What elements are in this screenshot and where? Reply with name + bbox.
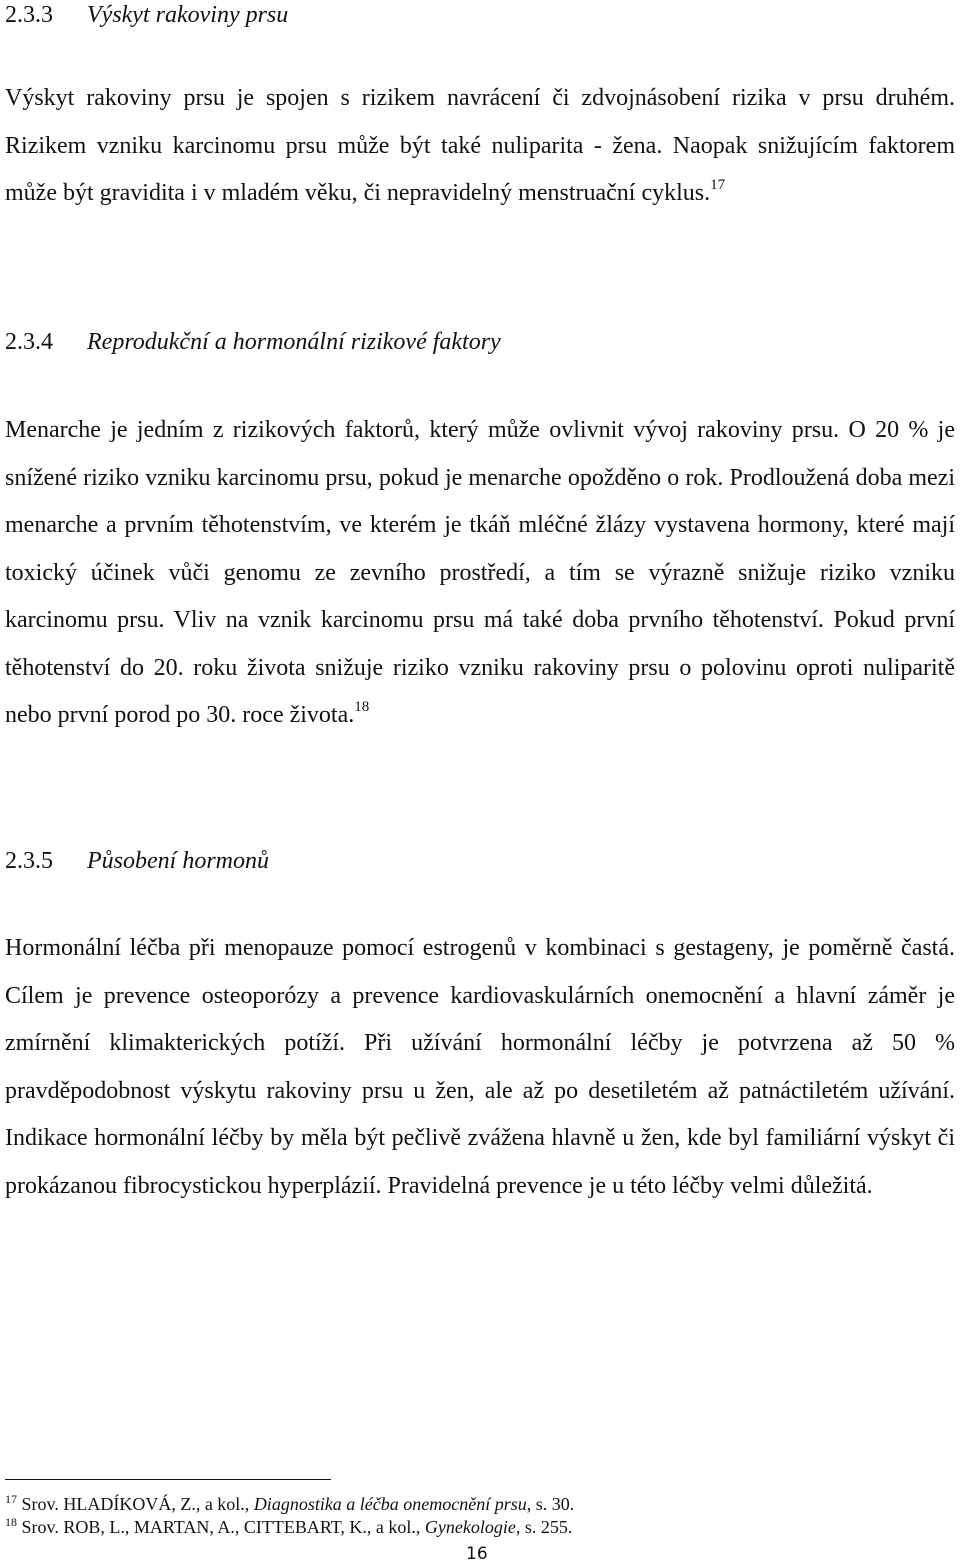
- section-number: 2.3.4: [5, 329, 53, 355]
- footnote-ref-18: 18: [354, 699, 370, 715]
- section-heading-2-3-5: [5, 846, 955, 876]
- footnote-suffix: , s. 255.: [515, 1517, 573, 1537]
- section-heading-2-3-3: [5, 0, 955, 30]
- section-heading-2-3-4: [5, 327, 955, 357]
- section-number: 2.3.5: [5, 848, 53, 874]
- paragraph-vyskyt: [5, 75, 955, 218]
- paragraph-reprodukcni: [5, 407, 955, 740]
- section-title: Působení hormonů: [87, 848, 269, 874]
- section-title: Reprodukční a hormonální rizikové faktory: [87, 329, 501, 355]
- paragraph-text: Hormonální léčba při menopauze pomocí estrogenů v kombinaci s gestageny, je poměrně častá. Cílem je prevence osteoporózy a prevence kardiovaskulárních onemocnění a hlavní záměr je zmírnění klimakterických potíží. Při užívání hormonální léčby je potvrzena až 50 % pravděpodobnost výskytu rakoviny prsu u žen, ale až po desetiletém až patnáctiletém užívání. Indikace hormonální léčby by měla být pečlivě zvážena hlavně u žen, kde byl familiární výskyt či prokázanou fibrocystickou hyperplázií. Pravidelná prevence je u této léčby velmi důležitá.: [5, 935, 955, 1199]
- footnote-17: [5, 1493, 574, 1515]
- footnote-ref-17: 17: [710, 177, 726, 193]
- footnote-work-title: Diagnostika a léčba onemocnění prsu: [253, 1494, 527, 1514]
- section-number: 2.3.3: [5, 2, 53, 28]
- footnote-number: 17: [5, 1492, 17, 1506]
- page-number: 16: [466, 1544, 488, 1564]
- footnote-number: 18: [5, 1515, 17, 1529]
- paragraph-hormony: [5, 925, 955, 1210]
- footnote-18: [5, 1516, 572, 1538]
- footnote-suffix: , s. 30.: [526, 1494, 575, 1514]
- paragraph-text: Výskyt rakoviny prsu je spojen s rizikem navrácení či zdvojnásobení rizika v prsu druhém. Rizikem vzniku karcinomu prsu může být také nuliparita - žena. Naopak snižujícím faktorem může být gravidita i v mladém věku, či nepravidelný menstruační cyklus.: [5, 85, 955, 206]
- paragraph-text: Menarche je jedním z rizikových faktorů, který může ovlivnit vývoj rakoviny prsu. O 20 % je snížené riziko vzniku karcinomu prsu, pokud je menarche opožděno o rok. Prodloužená doba mezi menarche a prvním těhotenstvím, ve kterém je tkáň mléčné žlázy vystavena hormony, které mají toxický účinek vůči genomu ze zevního prostředí, a tím se výrazně snižuje riziko vzniku karcinomu prsu. Vliv na vznik karcinomu prsu má také doba prvního těhotenství. Pokud první těhotenství do 20. roku života snižuje riziko vzniku rakoviny prsu o polovinu oproti nuliparitě nebo první porod po 30. roce života.: [5, 417, 955, 728]
- section-title: Výskyt rakoviny prsu: [87, 2, 289, 28]
- footnote-prefix: Srov. ROB, L., MARTAN, A., CITTEBART, K., a kol.,: [21, 1517, 425, 1537]
- footnote-prefix: Srov. HLADÍKOVÁ, Z., a kol.,: [21, 1494, 254, 1514]
- footnote-work-title: Gynekologie: [424, 1517, 516, 1537]
- footnote-separator: [5, 1479, 331, 1480]
